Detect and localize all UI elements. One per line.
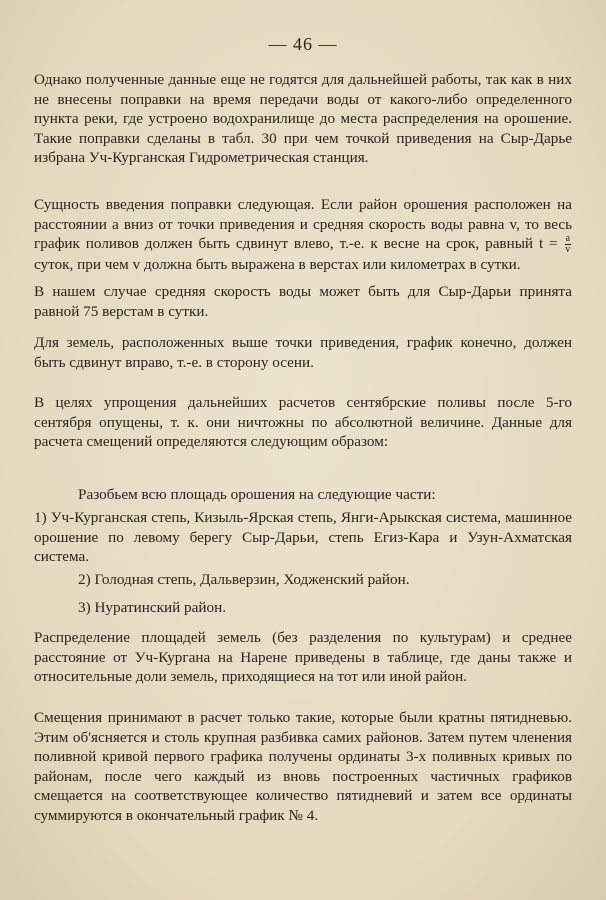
paragraph-2-text: Сущность введения поправки следующая. Если район орошения расположен на расстоянии а вниз от точки приведения и средняя скорость воды равна v, то весь график поливов должен быть сдвинут влево, т.-е. к весне на срок, равный — [34, 196, 572, 253]
paragraph-8: Смещения принимают в расчет только такие, которые были кратны пятидневью. Этим об'ясняется и столь крупная разбивка самих районов. Затем путем членения поливной кривой первого графика получены ординаты 3-х поливных кривых по районам, после чего каждый из вновь построенных частичных графиков смещается на соответствующее количество пятидневий и затем все ординаты суммируются в окончательный график № 4. — [34, 709, 572, 824]
list-item-3: 3) Нуратинский район. — [78, 599, 226, 616]
page-number: — 46 — — [268, 34, 338, 54]
formula-tail: суток, при чем v должна быть выражена в верстах или километрах в сутки. — [34, 256, 521, 274]
paragraph-2 — [34, 195, 572, 275]
paragraph-6: Разобьем всю площадь орошения на следующие части: — [78, 486, 436, 503]
formula-fraction — [565, 234, 571, 255]
formula-denominator: v — [565, 244, 571, 256]
formula-numerator: a — [565, 233, 571, 245]
paragraph-4: Для земель, расположенных выше точки приведения, график конечно, должен быть сдвинут вправо, т.-е. в сторону осени. — [34, 334, 572, 371]
formula-lhs: t = — [538, 235, 558, 253]
paragraph-3: В нашем случае средняя скорость воды может быть для Сыр-Дарьи принята равной 75 верстам в сутки. — [34, 283, 572, 320]
paragraph-5: В целях упрощения дальнейших расчетов сентябрские поливы после 5-го сентября опущены, т. к. они ничтожны по абсолютной величине. Данные для расчета смещений определяются следующим образом: — [34, 394, 572, 451]
list-item-2: 2) Голодная степь, Дальверзин, Ходженский район. — [78, 571, 410, 588]
paragraph-7: Распределение площадей земель (без разделения по культурам) и среднее расстояние от Уч-Кургана на Нарене приведены в таблице, где даны также и относительные доли земель, приходящиеся на тот или иной район. — [34, 629, 572, 686]
list-item-1: 1) Уч-Курганская степь, Кизыль-Ярская степь, Янги-Арыкская система, машинное орошение по левому берегу Сыр-Дарьи, степь Егиз-Кара и Узун-Ахматская система. — [34, 509, 572, 566]
paragraph-1: Однако полученные данные еще не годятся для дальнейшей работы, так как в них не внесены поправки на время передачи воды от какого-либо определенного пункта реки, где устроено водохранилище до места распределения на орошение. Такие поправки сделаны в табл. 30 при чем точкой приведения на Сыр-Дарье избрана Уч-Курганская Гидрометрическая станция. — [34, 71, 572, 167]
